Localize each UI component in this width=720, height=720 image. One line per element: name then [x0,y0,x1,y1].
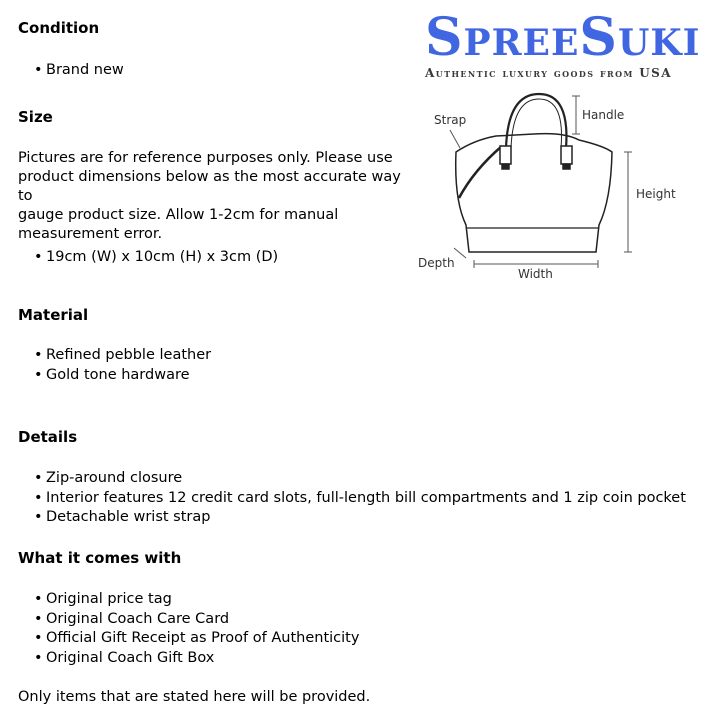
logo-tagline: Authentic luxury goods from USA [425,66,672,80]
list-item: • Refined pebble leather [46,346,211,366]
disclaimer-line: Pictures are for reference purposes only. Please use [18,150,393,166]
size-heading: Size [18,108,53,126]
list-item: • Official Gift Receipt as Proof of Authenticity [46,629,359,649]
brand-logo [425,7,717,83]
disclaimer-line: measurement error. [18,226,163,242]
list-item: • Gold tone hardware [46,366,211,386]
list-item: • Original price tag [46,590,359,610]
list-item: • Original Coach Gift Box [46,649,359,669]
comes-with-heading: What it comes with [18,549,182,567]
size-disclaimer [18,149,418,244]
condition-list [46,61,124,81]
list-item: • Detachable wrist strap [46,508,686,528]
list-item: • Interior features 12 credit card slots, full-length bill compartments and 1 zip coin pocket [46,489,686,509]
strap-label: Strap [434,113,467,127]
comes-with-list [46,590,359,668]
list-item: • Brand new [46,61,124,81]
list-item: • Original Coach Care Card [46,610,359,630]
material-list [46,346,211,385]
list-item: • 19cm (W) x 10cm (H) x 3cm (D) [46,248,278,268]
condition-heading: Condition [18,19,100,37]
height-label: Height [636,187,676,201]
width-label: Width [518,267,553,281]
list-item: • Zip-around closure [46,469,686,489]
logo-name: SpreeSuki [425,7,701,68]
details-heading: Details [18,428,78,446]
disclaimer-line: gauge product size. Allow 1-2cm for manual [18,207,339,223]
depth-label: Depth [418,256,455,270]
bag-dimensions-diagram [414,90,704,285]
details-list [46,469,686,528]
handle-label: Handle [582,108,625,122]
disclaimer-line: product dimensions below as the most accurate way to [18,169,401,204]
material-heading: Material [18,306,89,324]
size-list [46,248,278,268]
footer-note: Only items that are stated here will be provided. [18,689,371,705]
